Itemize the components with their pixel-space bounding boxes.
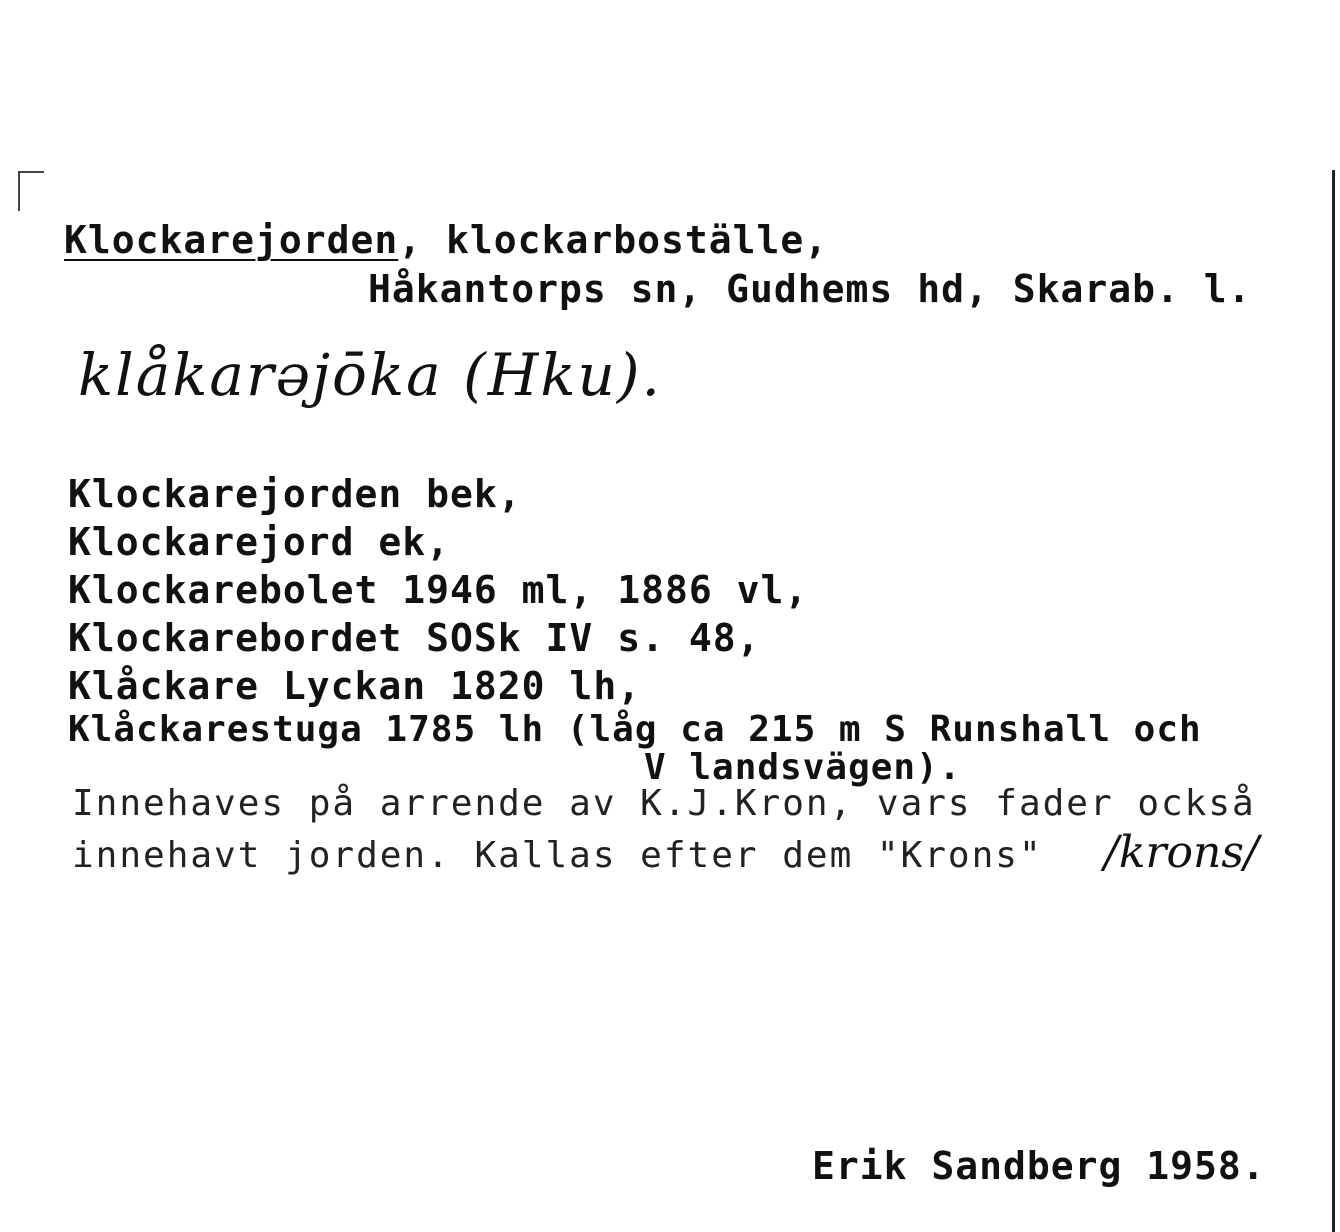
place-name: Klockarejorden [64,218,399,262]
card-corner-left [18,171,20,211]
card-heading [64,218,828,262]
card-right-edge [1332,170,1335,1232]
handwritten-note: /krons/ [1104,827,1259,878]
note-line: innehavt jorden. Kallas efter dem "Krons" [72,835,1043,876]
handwritten-pronunciation: klåkarəjōka (Hku). [78,341,662,409]
signature: Erik Sandberg 1958. [812,1144,1266,1188]
card-corner-top [18,171,44,173]
note-line: Innehaves på arrende av K.J.Kron, vars fader också [72,783,1256,824]
variant-line: Klåckarestuga 1785 lh (låg ca 215 m S Runshall och [68,709,1202,750]
place-type: , klockarboställe, [398,218,829,262]
variant-line-continuation: V landsvägen). [644,747,962,788]
variant-line: Klockarejorden bek, [68,472,522,516]
variant-line: Klockarebolet 1946 ml, 1886 vl, [68,568,809,612]
variant-line: Klåckare Lyckan 1820 lh, [68,664,642,708]
variant-line: Klockarejord ek, [68,520,451,564]
variant-line: Klockarebordet SOSk IV s. 48, [68,616,761,660]
location-line: Håkantorps sn, Gudhems hd, Skarab. l. [368,267,1252,311]
